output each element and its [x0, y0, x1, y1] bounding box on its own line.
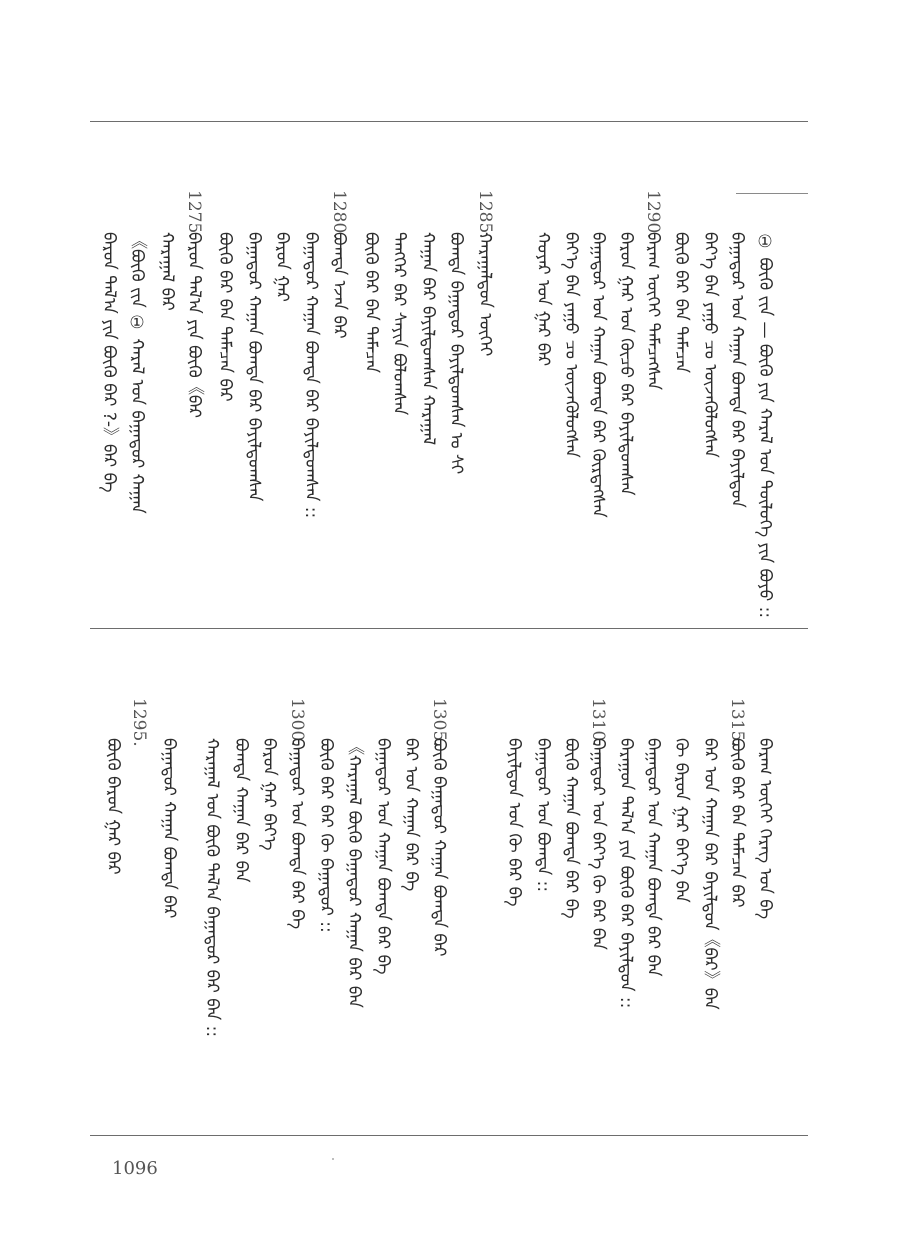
lower-line-13: ᠪᠠᠭᠠᠲᠤᠷ ᠤᠨ ᠬᠠᠭᠠᠨ ᠪᠣᠭᠳᠠ ᠪᠡᠷ ᠪᠡ: [373, 738, 393, 975]
upper-line-4: ᠪᠠᠷᠠᠭ ᠦᠭᠡᠢ ᠲᠡᠮᠡᠴᠡᠭᠰᠡᠨ: [643, 232, 663, 390]
upper-line-20: ᠬᠠᠷᠠᠭᠠᠯ ᠪᠡᠷ: [157, 232, 177, 311]
upper-line-21: 《ᠪᠦᠬᠦ ᠵᠢᠨ ① ᠬᠠᠷᠠᠯ ᠤᠨ ᠪᠠᠭᠠᠲᠤᠷ ᠬᠠᠭᠠᠨ: [127, 232, 147, 514]
lower-line-7: ᠪᠠᠭᠠᠲᠤᠷ ᠤᠨ ᠪᠡᠶ᠎ᠡ ᠬᠦ ᠪᠡᠷ ᠪᠡᠨ: [588, 738, 608, 950]
lower-line-12: ᠪᠠᠷ ᠤᠨ ᠬᠠᠭᠠᠨ ᠪᠡᠷ ᠪᠡ: [401, 738, 421, 892]
top-rule: [90, 121, 808, 122]
line-number-1285: 1285.: [475, 190, 495, 239]
upper-line-8: ᠬᠣᠶᠠᠷ ᠤᠨ ᠭᠠᠷ ᠪᠡᠷ: [533, 232, 553, 367]
lower-line-1: ᠪᠠᠷᠠᠭ ᠦᠭᠡᠢ ᠬᠡᠷᠡᠭ ᠤᠨ ᠪᠡ: [755, 738, 775, 920]
line-number-1300: 1300.: [287, 698, 307, 747]
upper-line-13: ᠪᠦᠬᠦ ᠪᠡᠷ ᠪᠠᠨ ᠲᠡᠮᠡᠴᠡᠨ: [361, 232, 381, 374]
lower-line-16: ᠪᠠᠭᠠᠲᠤᠷ ᠤᠨ ᠪᠣᠭᠳᠠ ᠪᠡᠷ ᠪᠡ: [287, 738, 307, 930]
upper-line-9: ᠬᠠᠷᠠᠭᠠᠯᠳᠤᠨ ᠦᠭᠡᠢ: [475, 232, 495, 357]
line-number-1295: 1295.: [129, 698, 149, 747]
upper-line-18: ᠪᠦᠬᠦ ᠪᠡᠷ ᠪᠠᠨ ᠲᠡᠮᠡᠴᠡᠨ ᠪᠡᠷ: [215, 232, 235, 402]
lower-line-19: ᠬᠠᠷᠠᠭᠠᠯ ᠤᠨ ᠪᠦᠬᠦ ᠲᠠᠯ᠎ᠠ ᠪᠠᠭᠠᠲᠤᠷ ᠪᠡᠷ ᠪᠡᠨ ::: [202, 738, 222, 1038]
lower-line-11: ᠪᠦᠬᠦ ᠪᠠᠭᠠᠲᠤᠷ ᠬᠠᠭᠠᠨ ᠪᠣᠭᠳᠠ ᠪᠡᠷ: [429, 738, 449, 957]
line-number-1315: 1315.: [727, 698, 747, 747]
upper-line-7: ᠪᠡᠶ᠎ᠡ ᠪᠡᠨ ᠶᠠᠭᠤ ᠴᠤ ᠦᠵᠡᠭᠦᠯᠦᠭᠰᠡᠨ: [561, 232, 581, 458]
line-number-1280: 1280.: [329, 190, 349, 239]
line-number-1310: 1310.: [588, 698, 608, 747]
lower-line-9: ᠪᠠᠭᠠᠲᠤᠷ ᠤᠨ ᠪᠣᠭᠳᠠ ::: [533, 738, 553, 893]
lower-line-15: ᠪᠦᠬᠦ ᠪᠠᠷ ᠪᠡᠷ ᠬᠦ ᠪᠠᠭᠠᠲᠤᠷ ::: [316, 738, 336, 933]
lower-line-8: ᠪᠦᠬᠦ ᠬᠠᠭᠠᠨ ᠪᠣᠭᠳᠠ ᠪᠡᠷ ᠪᠡ: [561, 738, 581, 919]
upper-line-22: ᠪᠠᠷᠤᠨ ᠲᠠᠯ᠎ᠠ ᠶᠢᠨ ᠪᠦᠬᠦ ᠪᠡᠷ ?-》ᠪᠡᠷ ᠪᠡ: [99, 232, 119, 493]
upper-line-2: ᠪᠡᠶ᠎ᠡ ᠪᠡᠨ ᠶᠠᠭᠤ ᠴᠤ ᠦᠵᠡᠭᠦᠯᠦᠭᠰᠡᠨ: [700, 232, 720, 458]
middle-rule: [90, 628, 808, 629]
scan-speck: [332, 1158, 334, 1160]
upper-line-11: ᠬᠠᠭᠠᠨ ᠪᠡᠷ ᠪᠠᠶᠢᠯᠳᠤᠭᠰᠠᠨ ᠬᠠᠷᠠᠭᠠᠯ: [418, 232, 438, 446]
page-number: 1096: [112, 1158, 158, 1179]
upper-line-5: ᠪᠠᠷᠤᠨ ᠭᠠᠷ ᠤᠨ ᠬᠦᠴᠦ ᠪᠡᠷ ᠪᠠᠶᠢᠯᠳᠤᠭᠰᠠᠨ: [616, 232, 636, 496]
line-number-1305: 1305.: [429, 698, 449, 747]
upper-line-1: ᠪᠠᠭᠠᠲᠤᠷ ᠤᠨ ᠬᠠᠭᠠᠨ ᠪᠣᠭᠳᠠ ᠪᠠᠷ ᠪᠠᠶᠢᠯᠳᠤᠨ: [727, 232, 747, 508]
upper-line-19: ᠪᠠᠷᠤᠨ ᠲᠠᠯ᠎ᠠ ᠶᠢᠨ ᠪᠦᠬᠦ《ᠪᠡᠷ: [184, 232, 204, 419]
upper-line-6: ᠪᠠᠭᠠᠲᠤᠷ ᠤᠨ ᠬᠠᠭᠠᠨ ᠪᠣᠭᠳᠠ ᠪᠠᠷ ᠬᠦᠷᠳᠡᠭᠰᠡᠨ: [588, 232, 608, 518]
lower-line-4: ᠬᠦ ᠪᠠᠷᠤᠨ ᠭᠠᠷ ᠪᠡᠶ᠎ᠡ ᠪᠡᠨ: [671, 738, 691, 903]
lower-line-21: ᠪᠦᠬᠦ ᠪᠠᠷᠤᠨ ᠭᠠᠷ ᠪᠡᠷ: [103, 738, 123, 875]
upper-line-16: ᠪᠠᠷᠤᠨ ᠭᠠᠷ: [272, 232, 292, 302]
upper-line-15: ᠪᠠᠭᠠᠲᠤᠷ ᠬᠠᠭᠠᠨ ᠪᠣᠭᠳᠠ ᠪᠡᠷ ᠪᠠᠶᠢᠯᠳᠤᠭᠰᠠᠨ ::: [301, 232, 321, 519]
lower-line-5: ᠪᠠᠭᠠᠲᠤᠷ ᠤᠨ ᠬᠠᠭᠠᠨ ᠪᠣᠭᠳᠠ ᠪᠡᠷ ᠪᠡᠨ: [643, 738, 663, 977]
lower-line-3: ᠪᠠᠷ ᠤᠨ ᠬᠠᠭᠠᠨ ᠪᠡᠷ ᠪᠠᠶᠢᠯᠳᠤᠨ《ᠪᠡᠷ》ᠪᠡᠨ: [700, 738, 720, 1010]
lower-line-17: ᠪᠠᠷᠤᠨ ᠭᠠᠷ ᠪᠡᠶ᠎ᠡ: [259, 738, 279, 851]
upper-line-14: ᠪᠣᠭᠳᠠ ᠡᠵᠡᠨ ᠪᠡᠷ: [329, 232, 349, 339]
lower-line-14: 《ᠬᠠᠷᠠᠭᠠᠯ ᠪᠦᠬᠦ ᠪᠠᠭᠠᠲᠤᠷ ᠬᠠᠭᠠᠨ ᠪᠡᠷ ᠪᠡᠨ: [344, 738, 364, 1008]
line-number-1275: 1275.: [184, 190, 204, 239]
bottom-rule: [90, 1135, 808, 1136]
lower-line-2: ᠪᠦᠬᠦ ᠪᠡᠷ ᠪᠠᠨ ᠲᠡᠮᠡᠴᠡᠨ ᠪᠡᠷ: [727, 738, 747, 908]
upper-line-17: ᠪᠠᠭᠠᠲᠤᠷ ᠬᠠᠭᠠᠨ ᠪᠣᠭᠳᠠ ᠪᠠᠷ ᠪᠠᠶᠢᠯᠳᠤᠭᠰᠠᠨ: [244, 232, 264, 502]
footnote-text: ① ᠪᠦᠬᠦ ᠵᠢᠨ — ᠪᠦᠬᠦ ᠶᠢᠨ ᠬᠠᠷᠠᠯ ᠤᠨ ᠲᠥᠯᠥᠭᠡ ᠶᠢᠨ ᠪᠤᠶᠤ ::: [755, 232, 775, 619]
upper-line-10: ᠪᠣᠭᠳᠠ ᠪᠠᠭᠠᠲᠤᠷ ᠪᠠᠶᠢᠯᠳᠤᠭᠰᠠᠨ ᠤ ᠰᠢ: [446, 232, 466, 475]
lower-line-10: ᠪᠠᠶᠢᠯᠳᠤᠨ ᠤᠨ ᠬᠦ ᠪᠡᠷ ᠪᠡ: [504, 738, 524, 907]
line-number-1290: 1290.: [643, 190, 663, 239]
upper-line-12: ᠲᠡᠩᠭᠡᠷ ᠪᠡᠷ ᠰᠠᠶᠢᠨ ᠪᠣᠯᠤᠭᠰᠠᠨ: [389, 232, 409, 416]
lower-line-6: ᠪᠠᠷᠠᠭᠤᠨ ᠲᠠᠯ᠎ᠠ ᠶᠢᠨ ᠪᠦᠬᠦ ᠪᠡᠷ ᠪᠠᠶᠢᠯᠳᠤᠨ ::: [616, 738, 636, 1009]
footnote-separator: [736, 193, 808, 194]
lower-line-20: ᠪᠠᠭᠠᠲᠤᠷ ᠬᠠᠭᠠᠨ ᠪᠣᠭᠳᠠ ᠪᠡᠷ: [159, 738, 179, 919]
lower-line-18: ᠪᠣᠭᠳᠠ ᠬᠠᠭᠠᠨ ᠪᠡᠷ ᠪᠡᠨ: [231, 738, 251, 883]
upper-line-3: ᠪᠦᠬᠦ ᠪᠡᠷ ᠪᠠᠨ ᠲᠡᠮᠡᠴᠡᠨ: [671, 232, 691, 374]
